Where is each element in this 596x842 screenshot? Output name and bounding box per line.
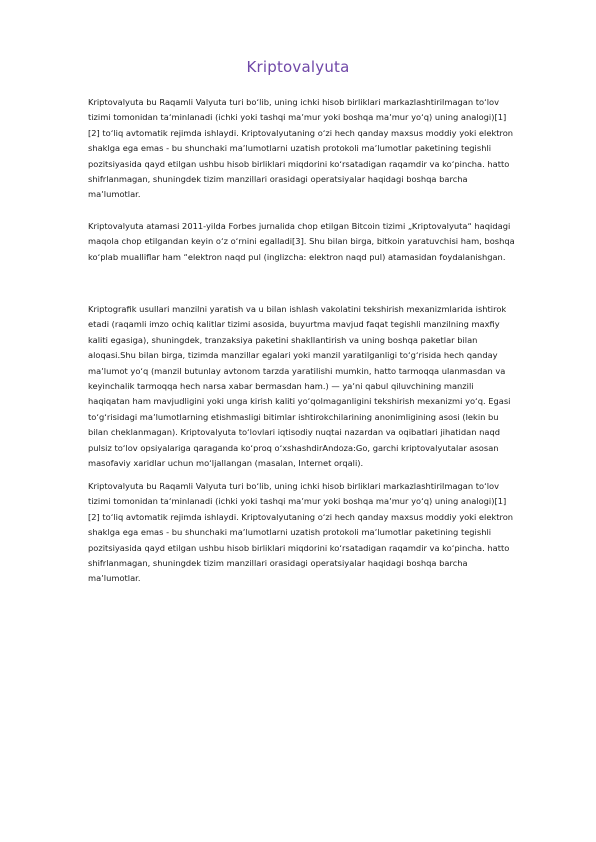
paragraph-intro: Kriptovalyuta bu Raqamli Valyuta turi boʻlib, uning ichki hisob birliklari markazlashtirilmagan toʻlov tizimi tomonidan taʻminlanadi (ichki yoki tashqi maʼmur yoki boshqa maʼmur yoʻq) uning analogi)[1][2] toʻliq avtomatik rejimda ishlaydi. Kriptovalyutaning oʻzi hech qanday maxsus moddiy yoki elektron shaklga ega emas - bu shunchaki maʼlumotlarni uzatish protokoli maʼlumotlar paketining tegishli pozitsiyasida qayd etilgan ushbu hisob birliklari miqdorini koʻrsatadigan raqamdir va koʻpincha. hatto shifrlanmagan, shuningdek tizim manzillari orasidagi operatsiyalar haqidagi boshqa barcha maʼlumotlar.: [88, 97, 514, 200]
paragraph-intro-repeat: Kriptovalyuta bu Raqamli Valyuta turi boʻlib, uning ichki hisob birliklari markazlashtirilmagan toʻlov tizimi tomonidan taʻminlanadi (ichki yoki tashqi maʼmur yoki boshqa maʼmur yoʻq) uning analogi)[1][2] toʻliq avtomatik rejimda ishlaydi. Kriptovalyutaning oʻzi hech qanday maxsus moddiy yoki elektron shaklga ega emas - bu shunchaki maʼlumotlarni uzatish protokoli maʼlumotlar paketining tegishli pozitsiyasida qayd etilgan ushbu hisob birliklari miqdorini koʻrsatadigan raqamdir va koʻpincha. hatto shifrlanmagan, shuningdek tizim manzillari orasidagi operatsiyalar haqidagi boshqa barcha maʼlumotlar.: [88, 481, 514, 584]
paragraph-cryptography: Kriptografik usullari manzilni yaratish va u bilan ishlash vakolatini tekshirish mexanizmlarida ishtirok etadi (raqamli imzo ochiq kalitlar tizimi asosida, buyurtma mavjud faqat tegishli manzilning maxfiy kaliti egasiga), shuningdek, tranzaksiya paketini shakllantirish va uning boshqa paketlar bilan aloqasi.Shu bilan birga, tizimda manzillar egalari yoki manzil yaratilganligi toʻgʻrisida hech qanday maʼlumot yoʻq (manzil butunlay avtonom tarzda yaratilishi mumkin, hatto tarmoqqa ulanmasdan va keyinchalik tarmoqqa hech narsa xabar bermasdan ham.) — yaʼni qabul qiluvchining manzili haqiqatan ham mavjudligini yoki unga kirish kaliti yoʻqolmaganligini tekshirish mexanizmi yoʻq. Egasi toʻgʻrisidagi maʼlumotlarning etishmasligi bitimlar ishtirokchilarining anonimligining asosi (lekin bu bilan cheklanmagan). Kriptovalyuta toʻlovlari iqtisodiy nuqtai nazardan va oqibatlari jihatidan naqd pulsiz toʻlov opsiyalariga qaraganda koʻproq oʻxshashdirAndoza:Go, garchi kriptovalyutalar asosan masofaviy xaridlar uchun moʻljallangan (masalan, Internet orqali).: [88, 304, 511, 469]
paragraph-term-origin: Kriptovalyuta atamasi 2011-yilda Forbes jurnalida chop etilgan Bitcoin tizimi „Kriptovalyuta“ haqidagi maqola chop etilgandan keyin oʻz oʻrnini egalladi[3]. Shu bilan birga, bitkoin yaratuvchisi ham, boshqa koʻplab mualliflar ham “elektron naqd pul (inglizcha: elektron naqd pul) atamasidan foydalanishgan.: [88, 221, 515, 262]
document-title: Kriptovalyuta: [246, 58, 350, 76]
